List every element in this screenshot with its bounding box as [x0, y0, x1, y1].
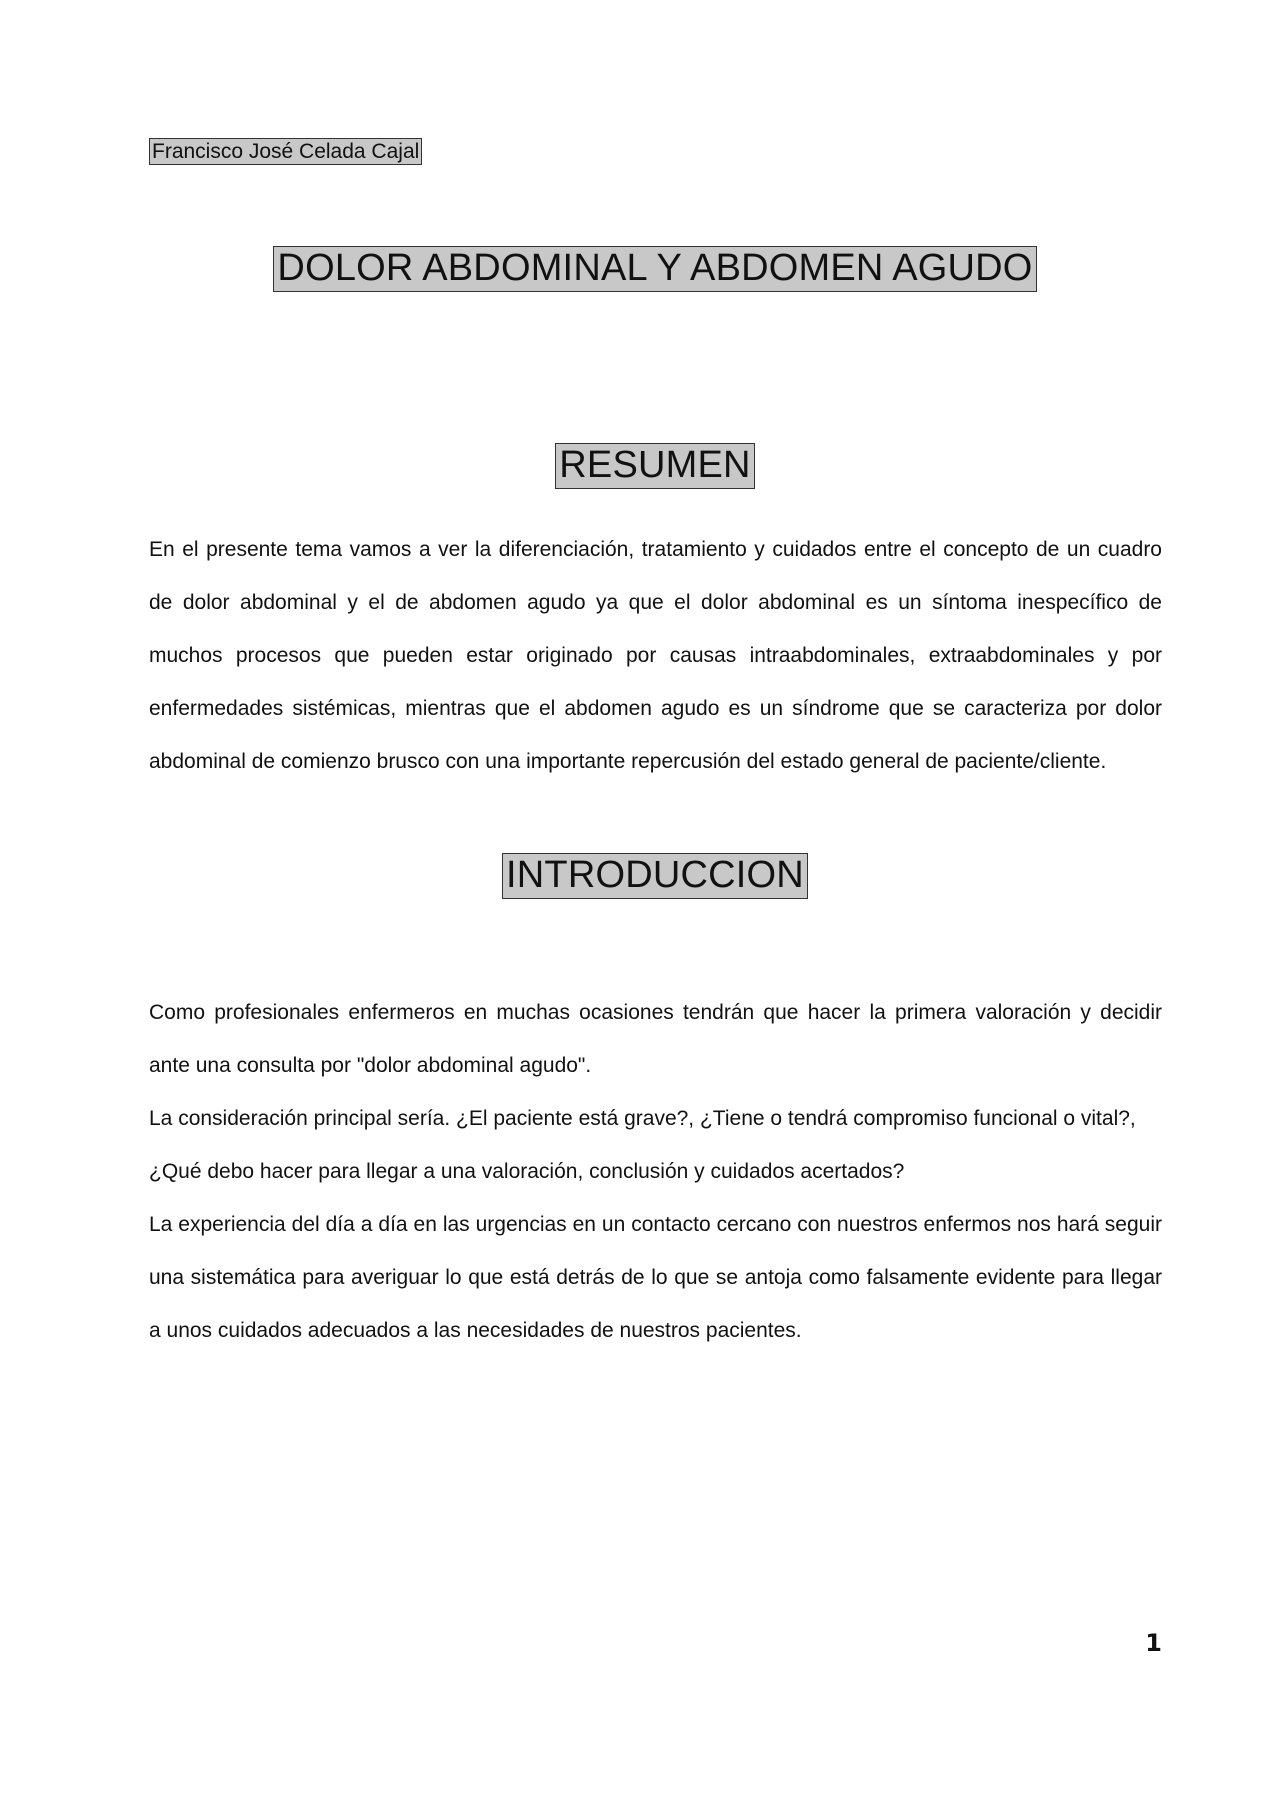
- document-title: DOLOR ABDOMINAL Y ABDOMEN AGUDO: [273, 246, 1036, 292]
- page-number: 1: [1145, 1629, 1162, 1657]
- introduccion-paragraph-2: La consideración principal sería. ¿El paciente está grave?, ¿Tiene o tendrá compromiso funcional o vital?, ¿Qué debo hacer para llegar a una valoración, conclusión y cuidados acertados?: [149, 1107, 1136, 1183]
- introduccion-heading-container: [0, 853, 1280, 899]
- resumen-paragraph: En el presente tema vamos a ver la diferenciación, tratamiento y cuidados entre el concepto de un cuadro de dolor abdominal y el de abdomen agudo ya que el dolor abdominal es un síntoma inespecífico de muchos procesos que pueden estar originado por causas intraabdominales, extraabdominales y por enfermedades sistémicas, mientras que el abdomen agudo es un síndrome que se caracteriza por dolor abdominal de comienzo brusco con una importante repercusión del estado general de paciente/cliente.: [149, 538, 1162, 773]
- introduccion-paragraph-3: La experiencia del día a día en las urgencias en un contacto cercano con nuestros enfermos nos hará seguir una sistemática para averiguar lo que está detrás de lo que se antoja como falsamente evidente para llegar a unos cuidados adecuados a las necesidades de nuestros pacientes.: [149, 1213, 1162, 1342]
- section-heading-introduccion: INTRODUCCION: [502, 853, 808, 899]
- author-name: Francisco José Celada Cajal: [149, 138, 422, 165]
- introduccion-paragraph-1: Como profesionales enfermeros en muchas ocasiones tendrán que hacer la primera valoración y decidir ante una consulta por "dolor abdominal agudo".: [149, 1001, 1162, 1077]
- resumen-heading-container: [0, 443, 1280, 489]
- section-heading-resumen: RESUMEN: [555, 443, 754, 489]
- title-container: [0, 246, 1280, 292]
